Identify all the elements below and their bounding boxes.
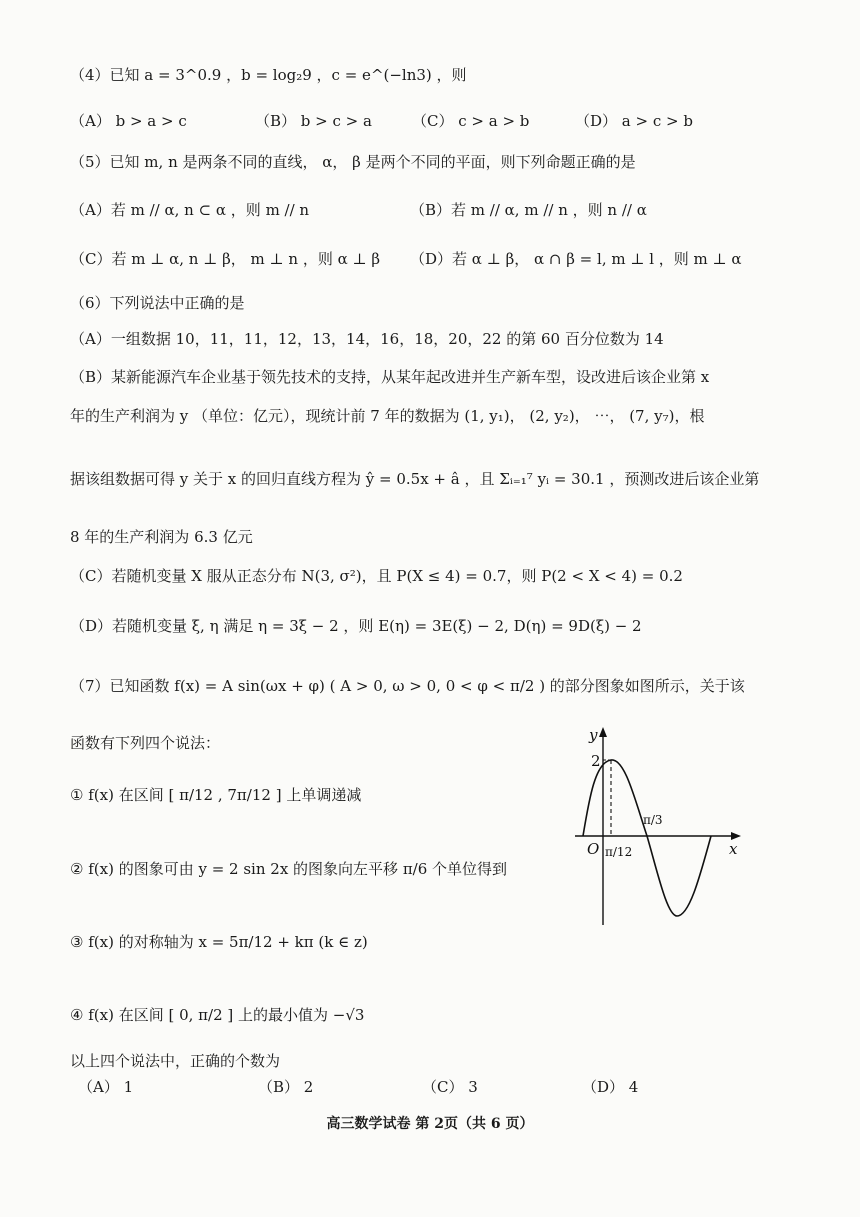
q6-stem: （6）下列说法中正确的是 — [70, 294, 245, 312]
graph-y-label: y — [589, 726, 598, 744]
q5-stem: （5）已知 m, n 是两条不同的直线， α， β 是两个不同的平面，则下列命题正确的是 — [70, 153, 636, 171]
q5-option-a: （A）若 m // α, n ⊂ α ，则 m // n — [70, 201, 310, 219]
q7-option-b: （B） 2 — [258, 1078, 314, 1096]
q7-option-a: （A） 1 — [78, 1078, 134, 1096]
q6-option-b-line4: 8 年的生产利润为 6.3 亿元 — [70, 528, 253, 546]
q6-option-b-line2: 年的生产利润为 y （单位：亿元），现统计前 7 年的数据为 (1, y₁)， (2, y₂)， ⋯， (7, y₇)，根 — [70, 407, 705, 425]
graph-x-label: x — [729, 840, 738, 858]
q6-option-c: （C）若随机变量 X 服从正态分布 N(3, σ²)，且 P(X ≤ 4) = 0.7，则 P(2 < X < 4) = 0.2 — [70, 567, 683, 585]
q5-option-b: （B）若 m // α, m // n ，则 n // α — [410, 201, 647, 219]
graph-peak-value-label: 2 — [591, 752, 601, 770]
q4-option-a: （A） b > a > c — [70, 112, 187, 130]
q7-statement-3: ③ f(x) 的对称轴为 x = 5π/12 + kπ (k ∈ z) — [70, 933, 368, 951]
q7-stem-line2: 函数有下列四个说法： — [70, 734, 221, 752]
graph-origin-label: O — [587, 840, 600, 858]
q6-option-b-line1: （B）某新能源汽车企业基于领先技术的支持，从某年起改进并生产新车型，设改进后该企业第 x — [70, 368, 710, 386]
graph-curve — [583, 760, 711, 916]
q7-question: 以上四个说法中，正确的个数为 — [70, 1052, 281, 1070]
graph-tick-pi12: π/12 — [605, 845, 633, 859]
q4-option-b: （B） b > c > a — [255, 112, 372, 130]
q4-option-d: （D） a > c > b — [575, 112, 693, 130]
q7-option-d: （D） 4 — [582, 1078, 639, 1096]
sine-graph — [555, 720, 755, 935]
q7-stem-line1: （7）已知函数 f(x) = A sin(ωx + φ) ( A > 0, ω > 0, 0 < φ < π/2 ) 的部分图象如图所示，关于该 — [70, 677, 745, 695]
graph-tick-pi3: π/3 — [643, 813, 663, 827]
q5-option-c: （C）若 m ⊥ α, n ⊥ β， m ⊥ n ，则 α ⊥ β — [70, 250, 381, 268]
q6-option-b-line3: 据该组数据可得 y 关于 x 的回归直线方程为 ŷ = 0.5x + â ，且 Σᵢ₌₁⁷ yᵢ = 30.1 ，预测改进后该企业第 — [70, 470, 760, 488]
graph-y-arrow — [599, 727, 607, 737]
graph-x-arrow — [731, 832, 741, 840]
q6-option-d: （D）若随机变量 ξ, η 满足 η = 3ξ − 2 ，则 E(η) = 3E(ξ) − 2, D(η) = 9D(ξ) − 2 — [70, 617, 642, 635]
page-footer: 高三数学试卷 第 2页（共 6 页） — [326, 1116, 534, 1132]
q7-statement-1: ① f(x) 在区间 [ π/12 , 7π/12 ] 上单调递减 — [70, 786, 362, 804]
q7-statement-2: ② f(x) 的图象可由 y = 2 sin 2x 的图象向左平移 π/6 个单位得到 — [70, 860, 508, 878]
q4-stem: （4）已知 a = 3^0.9 ，b = log₂9 ，c = e^(−ln3) ，则 — [70, 66, 467, 84]
q6-option-a: （A）一组数据 10，11，11，12，13，14，16，18，20，22 的第 60 百分位数为 14 — [70, 330, 664, 348]
q5-option-d: （D）若 α ⊥ β， α ∩ β = l, m ⊥ l ，则 m ⊥ α — [410, 250, 742, 268]
q4-option-c: （C） c > a > b — [412, 112, 530, 130]
q7-statement-4: ④ f(x) 在区间 [ 0, π/2 ] 上的最小值为 −√3 — [70, 1006, 365, 1024]
q7-option-c: （C） 3 — [422, 1078, 478, 1096]
